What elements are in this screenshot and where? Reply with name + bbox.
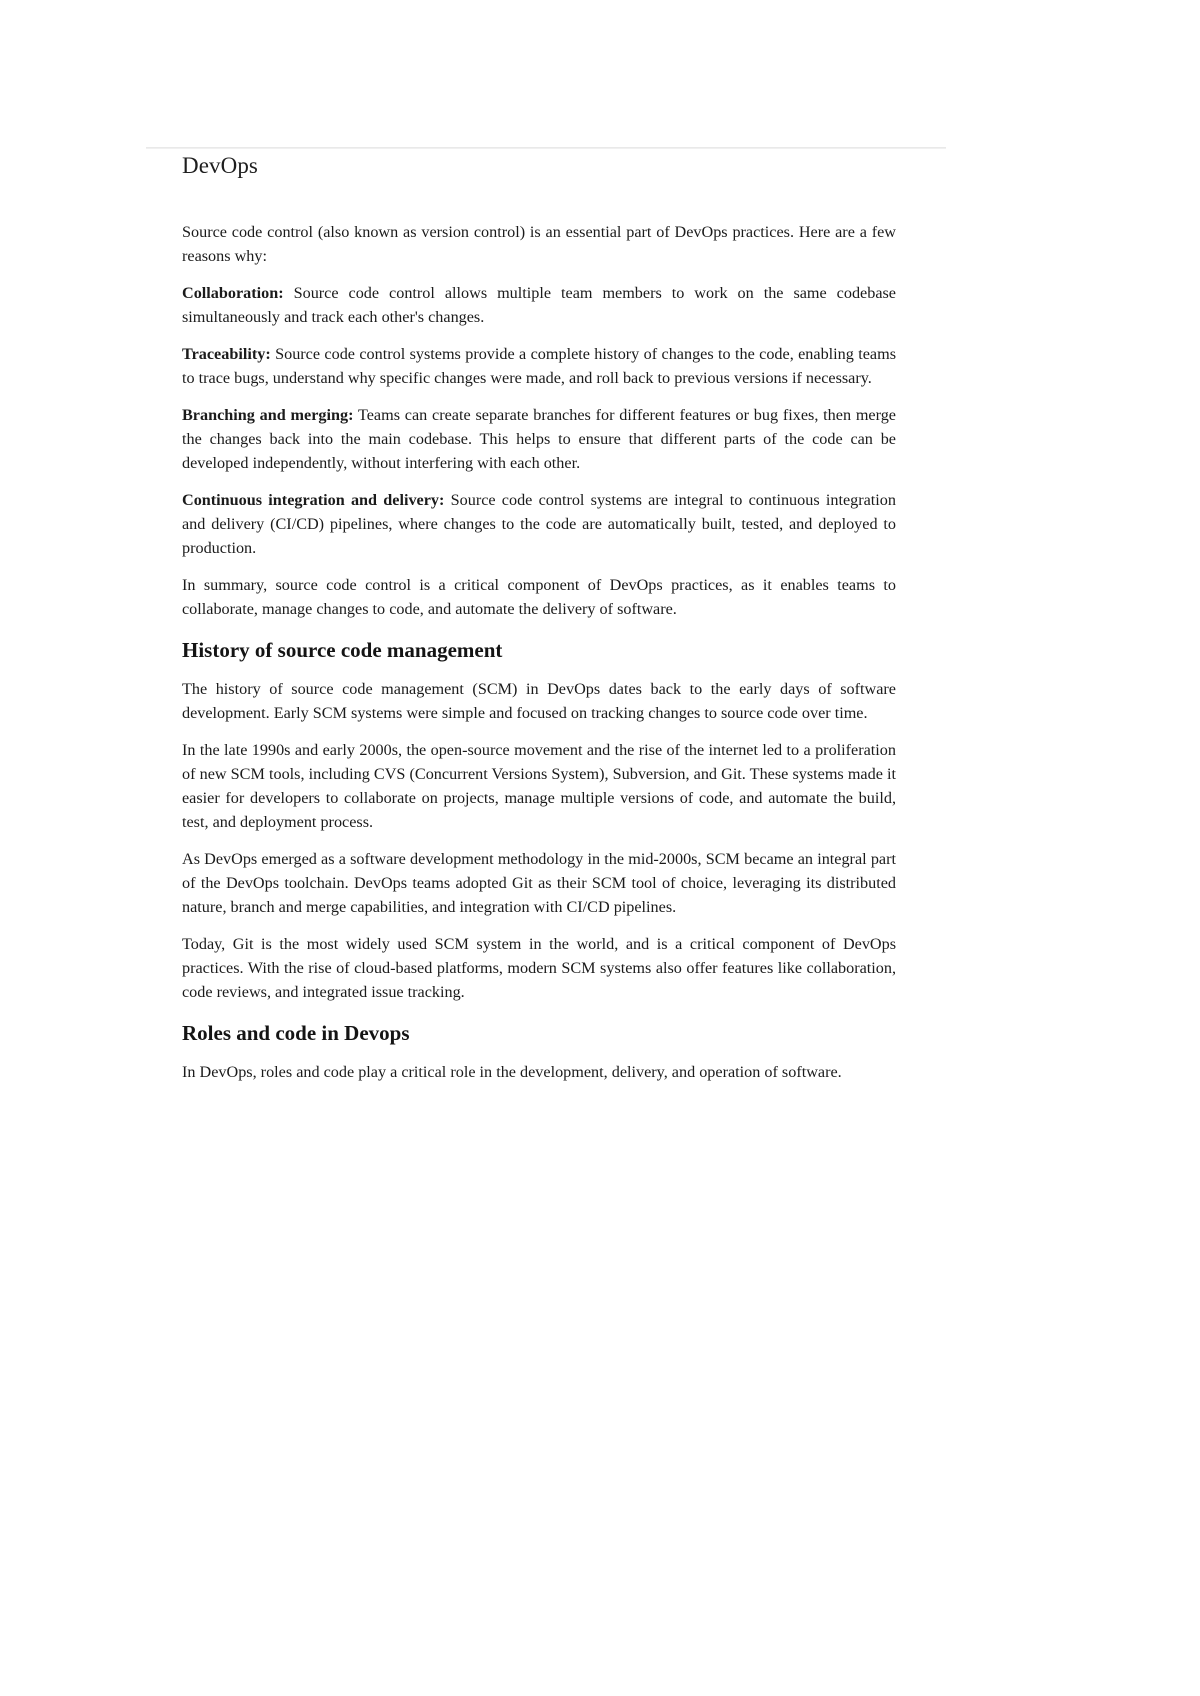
- history-heading: History of source code management: [182, 638, 503, 662]
- intro-paragraph: Source code control (also known as version control) is an essential part of DevOps practices. Here are a few reasons why:: [182, 223, 896, 265]
- roles-heading: Roles and code in Devops: [182, 1021, 410, 1045]
- point-branching: [182, 403, 896, 475]
- point-text: Source code control systems provide a complete history of changes to the code, enabling teams to trace bugs, understand why specific changes were made, and roll back to previous versions if necessary.: [182, 345, 896, 387]
- point-term: Continuous integration and delivery:: [182, 491, 445, 509]
- point-collaboration: [182, 281, 896, 329]
- point-traceability: [182, 342, 896, 390]
- point-text: Source code control systems are integral to continuous integration and delivery (CI/CD) pipelines, where changes to the code are automatically built, tested, and deployed to production.: [182, 491, 896, 557]
- point-ci-cd: [182, 488, 896, 560]
- document-body: [182, 220, 896, 1097]
- point-term: Branching and merging:: [182, 406, 354, 424]
- roles-paragraph: In DevOps, roles and code play a critical role in the development, delivery, and operation of software.: [182, 1063, 842, 1081]
- history-paragraph: In the late 1990s and early 2000s, the open-source movement and the rise of the internet led to a proliferation of new SCM tools, including CVS (Concurrent Versions System), Subversion, and Git. These systems made it easier for developers to collaborate on projects, manage multiple versions of code, and automate the build, test, and deployment process.: [182, 741, 896, 831]
- point-term: Traceability:: [182, 345, 271, 363]
- header-divider: [146, 147, 946, 149]
- summary-paragraph: In summary, source code control is a critical component of DevOps practices, as it enables teams to collaborate, manage changes to code, and automate the delivery of software.: [182, 576, 896, 618]
- running-header: DevOps: [182, 153, 258, 178]
- point-text: Source code control allows multiple team members to work on the same codebase simultaneously and track each other's changes.: [182, 284, 896, 326]
- history-paragraph: The history of source code management (SCM) in DevOps dates back to the early days of software development. Early SCM systems were simple and focused on tracking changes to source code over time.: [182, 680, 896, 722]
- point-text: Teams can create separate branches for different features or bug fixes, then merge the changes back into the main codebase. This helps to ensure that different parts of the code can be developed independently, without interfering with each other.: [182, 406, 896, 472]
- history-paragraph: As DevOps emerged as a software development methodology in the mid-2000s, SCM became an integral part of the DevOps toolchain. DevOps teams adopted Git as their SCM tool of choice, leveraging its distributed nature, branch and merge capabilities, and integration with CI/CD pipelines.: [182, 850, 896, 916]
- history-paragraph: Today, Git is the most widely used SCM system in the world, and is a critical component of DevOps practices. With the rise of cloud-based platforms, modern SCM systems also offer features like collaboration, code reviews, and integrated issue tracking.: [182, 935, 896, 1001]
- point-term: Collaboration:: [182, 284, 284, 302]
